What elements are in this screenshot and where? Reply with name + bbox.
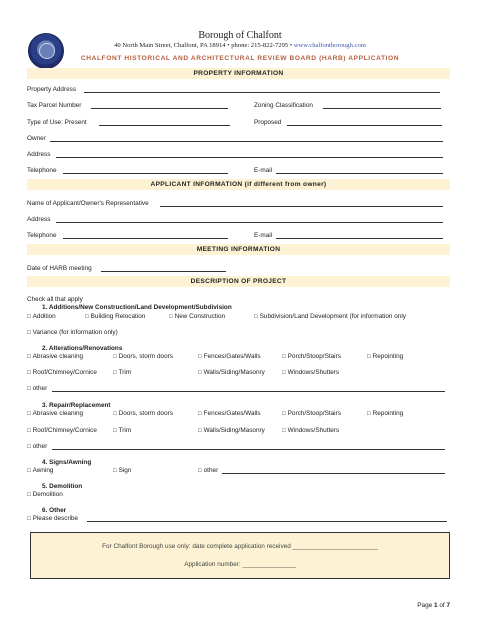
website-link[interactable]: www.chalfontborough.com [293,42,366,49]
s6-describe-checkbox[interactable]: □ Please describe [27,515,78,523]
owner-telephone-label: Telephone [27,167,57,174]
s3-abrasive-checkbox[interactable]: □ Abrasive cleaning [27,410,83,418]
board-title: CHALFONT HISTORICAL AND ARCHITECTURAL REVIEW BOARD (HARB) APPLICATION [80,55,400,62]
s3-walls-checkbox[interactable]: □ Walls/Siding/Masonry [198,427,265,435]
office-use-box [30,532,450,579]
s4-other-checkbox[interactable]: □ other [198,467,218,475]
s3-other-checkbox[interactable]: □ other [27,443,47,451]
section-meeting: MEETING INFORMATION [27,244,450,255]
s3-other-field[interactable] [52,449,445,450]
section-property: PROPERTY INFORMATION [27,68,450,79]
applicant-address-field[interactable] [56,222,443,223]
s4-title: 4. Signs/Awning [42,459,92,466]
applicant-name-field[interactable] [160,206,443,207]
s2-repointing-checkbox[interactable]: □ Repointing [367,353,403,361]
s6-title: 6. Other [42,507,67,514]
s2-fences-checkbox[interactable]: □ Fences/Gates/Walls [198,353,261,361]
applicant-email-field[interactable] [276,238,443,239]
harb-date-field[interactable] [101,271,226,272]
office-use-date: For Chalfont Borough use only: date complete application received ________________________ [102,543,378,550]
s1-relocation-checkbox[interactable]: □ Building Relocation [85,313,145,321]
s2-title: 2. Alterations/Renovations [42,345,123,352]
section-project: DESCRIPTION OF PROJECT [27,276,450,287]
tax-parcel-label: Tax Parcel Number [27,102,82,109]
s2-roof-checkbox[interactable]: □ Roof/Chimney/Cornice [27,369,97,377]
s2-porch-checkbox[interactable]: □ Porch/Stoop/Stairs [282,353,341,361]
borough-title: Borough of Chalfont [198,30,282,41]
type-present-label: Type of Use: Present [27,119,87,126]
s3-trim-checkbox[interactable]: □ Trim [113,427,131,435]
owner-label: Owner [27,135,46,142]
s3-fences-checkbox[interactable]: □ Fences/Gates/Walls [198,410,261,418]
s2-other-field[interactable] [52,391,445,392]
owner-address-field[interactable] [56,157,443,158]
owner-telephone-field[interactable] [63,173,228,174]
s2-abrasive-checkbox[interactable]: □ Abrasive cleaning [27,353,83,361]
tax-parcel-field[interactable] [91,108,228,109]
s4-other-field[interactable] [222,473,445,474]
proposed-label: Proposed [254,119,282,126]
applicant-telephone-field[interactable] [63,238,228,239]
address-text: 40 North Main Street, Chalfont, PA 18914 • phone: 215-822-7295 • [114,42,293,49]
s3-title: 3. Repair/Replacement [42,402,111,409]
s4-awning-checkbox[interactable]: □ Awning [27,467,53,475]
s3-windows-checkbox[interactable]: □ Windows/Shutters [282,427,339,435]
page-total: 7 [446,602,450,609]
page-prefix: Page [417,602,433,609]
property-address-label: Property Address [27,86,77,93]
applicant-name-label: Name of Applicant/Owner's Representative [27,200,149,207]
harb-date-label: Date of HARB meeting [27,265,92,272]
s5-title: 5. Demolition [42,483,83,490]
s5-demolition-checkbox[interactable]: □ Demolition [27,491,63,499]
s2-windows-checkbox[interactable]: □ Windows/Shutters [282,369,339,377]
page-current: 1 [433,602,438,609]
s2-doors-checkbox[interactable]: □ Doors, storm doors [113,353,173,361]
owner-address-label: Address [27,151,51,158]
applicant-email-label: E-mail [254,232,273,239]
s1-subdivision-checkbox[interactable]: □ Subdivision/Land Development (for information only [254,313,406,321]
s2-walls-checkbox[interactable]: □ Walls/Siding/Masonry [198,369,265,377]
section-applicant: APPLICANT INFORMATION (if different from owner) [27,179,450,190]
s1-addition-checkbox[interactable]: □ Addition [27,313,56,321]
zoning-label: Zoning Classification [254,102,313,109]
owner-email-field[interactable] [276,173,443,174]
proposed-field[interactable] [287,125,442,126]
s3-roof-checkbox[interactable]: □ Roof/Chimney/Cornice [27,427,97,435]
office-use-app-number: Application number: _______________ [184,561,296,568]
owner-field[interactable] [50,141,443,142]
s1-variance-checkbox[interactable]: □ Variance (for information only) [27,329,118,337]
s3-doors-checkbox[interactable]: □ Doors, storm doors [113,410,173,418]
s3-porch-checkbox[interactable]: □ Porch/Stoop/Stairs [282,410,341,418]
type-present-field[interactable] [99,125,230,126]
s1-new-construction-checkbox[interactable]: □ New Construction [169,313,225,321]
s2-other-checkbox[interactable]: □ other [27,385,47,393]
borough-address [0,42,480,49]
zoning-field[interactable] [323,108,441,109]
page-of: of [439,602,445,609]
applicant-address-label: Address [27,216,51,223]
page-number [417,602,450,609]
s4-sign-checkbox[interactable]: □ Sign [113,467,131,475]
owner-email-label: E-mail [254,167,273,174]
s6-describe-field[interactable] [87,521,447,522]
property-address-field[interactable] [84,92,440,93]
check-all-text: Check all that apply [27,296,83,303]
s1-title: 1. Additions/New Construction/Land Development/Subdivision [42,304,232,311]
s3-repointing-checkbox[interactable]: □ Repointing [367,410,403,418]
applicant-telephone-label: Telephone [27,232,57,239]
s2-trim-checkbox[interactable]: □ Trim [113,369,131,377]
